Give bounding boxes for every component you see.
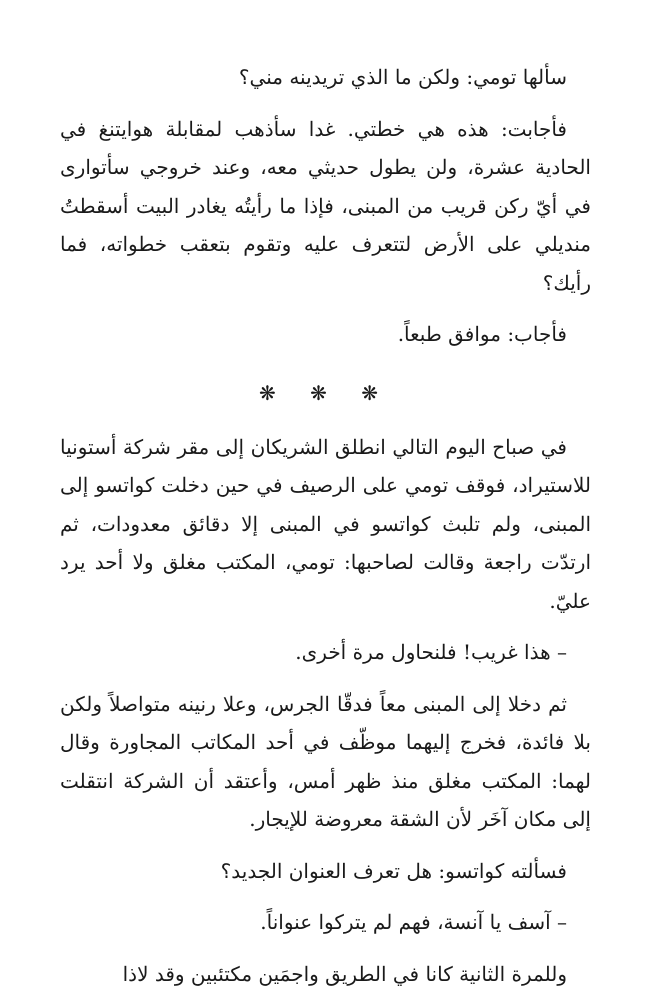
paragraph: وللمرة الثانية كانا في الطريق واجمَين مكتئبين وقد لاذا [122,961,567,986]
section-separator: ❋ ❋ ❋ [259,380,392,405]
paragraph: في صباح اليوم التالي انطلق الشريكان إلى مقر شركة أستونيا للاستيراد، فوقف تومي على الرصيف في حين دخلت كواتسو إلى المبنى، ولم تلبث كواتسو في المبنى إلا دقائق معدودات، ثم ارتدّت راجعة وقالت لصاحبها: تومي، المكتب مغلق ولا أحد يرد عليّ. [60,434,591,613]
paragraph: سألها تومي: ولكن ما الذي تريدينه مني؟ [238,65,567,89]
paragraph: فسألته كواتسو: هل تعرف العنوان الجديد؟ [220,858,567,883]
paragraph: – آسف يا آنسة، فهم لم يتركوا عنواناً. [260,910,567,934]
paragraph: – هذا غريب! فلنحاول مرة أخرى. [295,640,567,664]
paragraph: فأجابت: هذه هي خطتي. غدا سأذهب لمقابلة هوايتنغ في الحادية عشرة، ولن يطول حديثي معه، وعند خروجي سأتوارى في أيّ ركن قريب من المبنى، فإذا ما رأيتُه يغادر البيت أسقطتُ منديلي على الأرض لتتعرف عليه وتقوم بتعقب خطواته، فما رأيك؟ [60,116,591,295]
paragraph: ثم دخلا إلى المبنى معاً فدقّا الجرس، وعلا رنينه متواصلاً ولكن بلا فائدة، فخرج إليهما موظّف في أحد المكاتب المجاورة وقال لهما: المكتب مغلق منذ ظهر أمس، وأعتقد أن الشركة انتقلت إلى مكان آخَر لأن الشقة معروضة للإيجار. [60,691,591,831]
paragraph: فأجاب: موافق طبعاً. [397,322,567,346]
